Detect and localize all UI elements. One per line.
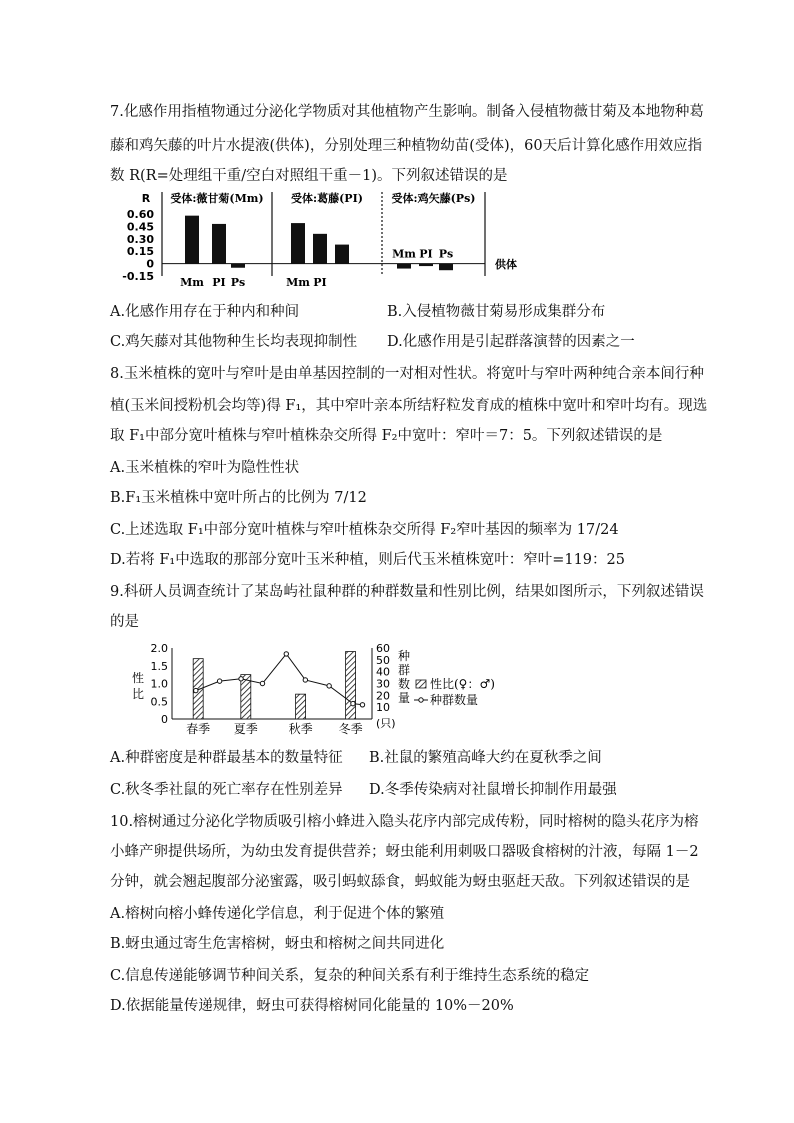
y-tick-label-left: 1.5 (150, 659, 168, 673)
legend-circle-swatch (419, 698, 423, 702)
y-tick-label: 0.60 (126, 208, 154, 221)
population-point (284, 652, 288, 656)
sex-ratio-bar (346, 652, 356, 719)
q9-option-b[interactable]: B.社鼠的繁殖高峰大约在夏秋季之间 (369, 750, 602, 766)
y-tick-label: 0.15 (126, 245, 154, 259)
category-label: Ps (438, 247, 454, 261)
q10-line: 10.榕树通过分泌化学物质吸引榕小蜂进入隐头花序内部完成传粉，同时榕树的隐头花序为榕 (110, 814, 699, 830)
legend-hatched-swatch (416, 680, 426, 688)
y-tick-label-left: 0 (161, 713, 168, 726)
bar (212, 224, 226, 264)
q9-options-row-2 (110, 780, 617, 800)
q7-option-a[interactable]: A.化感作用存在于种内和种间 (110, 304, 300, 320)
y-tick-label: 0.45 (126, 220, 154, 234)
y-tick-label-left: 0.5 (150, 695, 168, 709)
bar (397, 264, 411, 269)
panel-title: 受体:葛藤(PI) (291, 192, 363, 205)
y-tick-label: -0.15 (122, 270, 154, 283)
q9-option-a[interactable]: A.种群密度是种群最基本的数量特征 (110, 750, 343, 766)
allelopathy-bar-chart (110, 188, 550, 288)
panel-title: 受体:鸡矢藤(Ps) (391, 192, 476, 205)
q7-options-row-1 (110, 302, 605, 322)
q10-line: 分钟，就会翘起腹部分泌蜜露，吸引蚂蚁舔食，蚂蚁能为蚜虫驱赶天敌。下列叙述错误的是 (110, 874, 690, 890)
q7-line: 藤和鸡矢藤的叶片水提液(供体)，分别处理三种植物幼苗(受体)，60天后计算化感作用效应指 (110, 138, 703, 154)
q10-line: 小蜂产卵提供场所，为幼虫发育提供营养；蚜虫能利用刺吸口器吸食榕树的汁液，每隔 1－2 (110, 844, 699, 860)
bar (439, 264, 453, 271)
population-point (217, 679, 221, 683)
q7-options-row-2 (110, 332, 635, 352)
bar (231, 264, 245, 268)
x-axis-label: 供体 (495, 258, 517, 271)
population-point (260, 681, 264, 685)
q10-option-b[interactable]: B.蚜虫通过寄生危害榕树，蚜虫和榕树之间共同进化 (110, 936, 445, 952)
q8-line: 8.玉米植株的宽叶与窄叶是由单基因控制的一对相对性状。将宽叶与窄叶两种纯合亲本间行种 (110, 366, 704, 382)
y-axis-label-right: 数 (397, 677, 411, 691)
y-axis-label-right: 群 (397, 663, 411, 677)
y-axis-label-right: 量 (397, 691, 411, 705)
population-point (303, 678, 307, 682)
population-point (239, 677, 243, 681)
q9-option-c[interactable]: C.秋冬季社鼠的死亡率存在性别差异 (110, 782, 343, 798)
bar (419, 264, 433, 266)
y-tick-label-right: 50 (376, 653, 390, 667)
population-point (360, 703, 364, 707)
q7-option-d[interactable]: D.化感作用是引起群落演替的因素之一 (387, 334, 635, 350)
bar (291, 223, 305, 264)
population-sex-ratio-chart (110, 640, 510, 740)
y-tick-label-right: 20 (376, 689, 390, 703)
season-label: 春季 (186, 722, 211, 736)
q8-option-b[interactable]: B.F₁玉米植株中宽叶所占的比例为 7/12 (110, 490, 367, 506)
y-tick-label: 0.30 (126, 232, 154, 246)
q7-line: 7.化感作用指植物通过分泌化学物质对其他植物产生影响。制备入侵植物薇甘菊及本地物种葛 (110, 104, 704, 120)
season-label: 夏季 (233, 722, 258, 736)
sex-ratio-bar (241, 675, 251, 719)
q8-line: 植(玉米间授粉机会均等)得 F₁，其中窄叶亲本所结籽粒发育成的植株中宽叶和窄叶均有。现选 (110, 398, 708, 414)
y-tick-label-right: 60 (376, 642, 390, 655)
q8-line: 取 F₁中部分宽叶植株与窄叶植株杂交所得 F₂中宽叶：窄叶＝7：5。下列叙述错误的是 (110, 428, 663, 444)
y-tick-label-left: 1.0 (150, 677, 168, 691)
q9-options-row-1 (110, 748, 602, 768)
y-tick-label-right: 30 (376, 677, 390, 691)
category-label: PI (212, 276, 226, 288)
category-label: PI (313, 276, 327, 288)
bar (335, 245, 349, 264)
y-tick-label-left: 2.0 (150, 642, 168, 655)
season-label: 冬季 (338, 722, 363, 736)
q9-line: 9.科研人员调查统计了某岛屿社鼠种群的种群数量和性别比例，结果如图所示，下列叙述错误 (110, 584, 704, 600)
q10-option-a[interactable]: A.榕树向榕小蜂传递化学信息，利于促进个体的繁殖 (110, 906, 445, 922)
q8-option-a[interactable]: A.玉米植株的窄叶为隐性性状 (110, 460, 300, 476)
season-label: 秋季 (288, 722, 313, 736)
q10-option-c[interactable]: C.信息传递能够调节种间关系，复杂的种间关系有利于维持生态系统的稳定 (110, 968, 590, 984)
q7-option-b[interactable]: B.入侵植物薇甘菊易形成集群分布 (387, 304, 606, 320)
y-axis-label: R (141, 192, 151, 205)
bar (313, 234, 327, 264)
legend-label: 种群数量 (430, 693, 479, 707)
q7-option-c[interactable]: C.鸡矢藤对其他物种生长均表现抑制性 (110, 334, 358, 350)
category-label: Mm (180, 276, 204, 288)
q8-option-d[interactable]: D.若将 F₁中选取的那部分宽叶玉米种植，则后代玉米植株宽叶：窄叶=119：25 (110, 552, 625, 568)
legend-label: 性比(♀：♂) (430, 677, 495, 691)
q10-option-d[interactable]: D.依据能量传递规律，蚜虫可获得榕树同化能量的 10%－20% (110, 998, 514, 1014)
q9-line: 的是 (110, 614, 139, 630)
q9-option-d[interactable]: D.冬季传染病对社鼠增长抑制作用最强 (369, 782, 617, 798)
bar (185, 216, 199, 264)
population-point (327, 684, 331, 688)
q7-line: 数 R(R=处理组干重/空白对照组干重－1)。下列叙述错误的是 (110, 168, 508, 184)
panel-title: 受体:薇甘菊(Mm) (170, 192, 264, 205)
y-axis-label-left: 性 (131, 671, 145, 685)
sex-ratio-bar (296, 694, 306, 719)
y-tick-label-right: 40 (376, 665, 390, 679)
y-axis-label-right: 种 (397, 649, 411, 663)
category-label: PI (419, 247, 433, 261)
population-point (351, 701, 355, 705)
population-point (194, 688, 198, 692)
q8-option-c[interactable]: C.上述选取 F₁中部分宽叶植株与窄叶植株杂交所得 F₂窄叶基因的频率为 17/24 (110, 522, 619, 538)
y-unit-right: (只) (376, 717, 396, 730)
y-tick-label-right: 10 (376, 701, 390, 715)
category-label: Mm (392, 247, 416, 261)
category-label: Mm (286, 276, 310, 288)
y-axis-label-left: 比 (131, 687, 145, 701)
category-label: Ps (230, 276, 246, 288)
y-tick-label: 0 (146, 257, 154, 271)
